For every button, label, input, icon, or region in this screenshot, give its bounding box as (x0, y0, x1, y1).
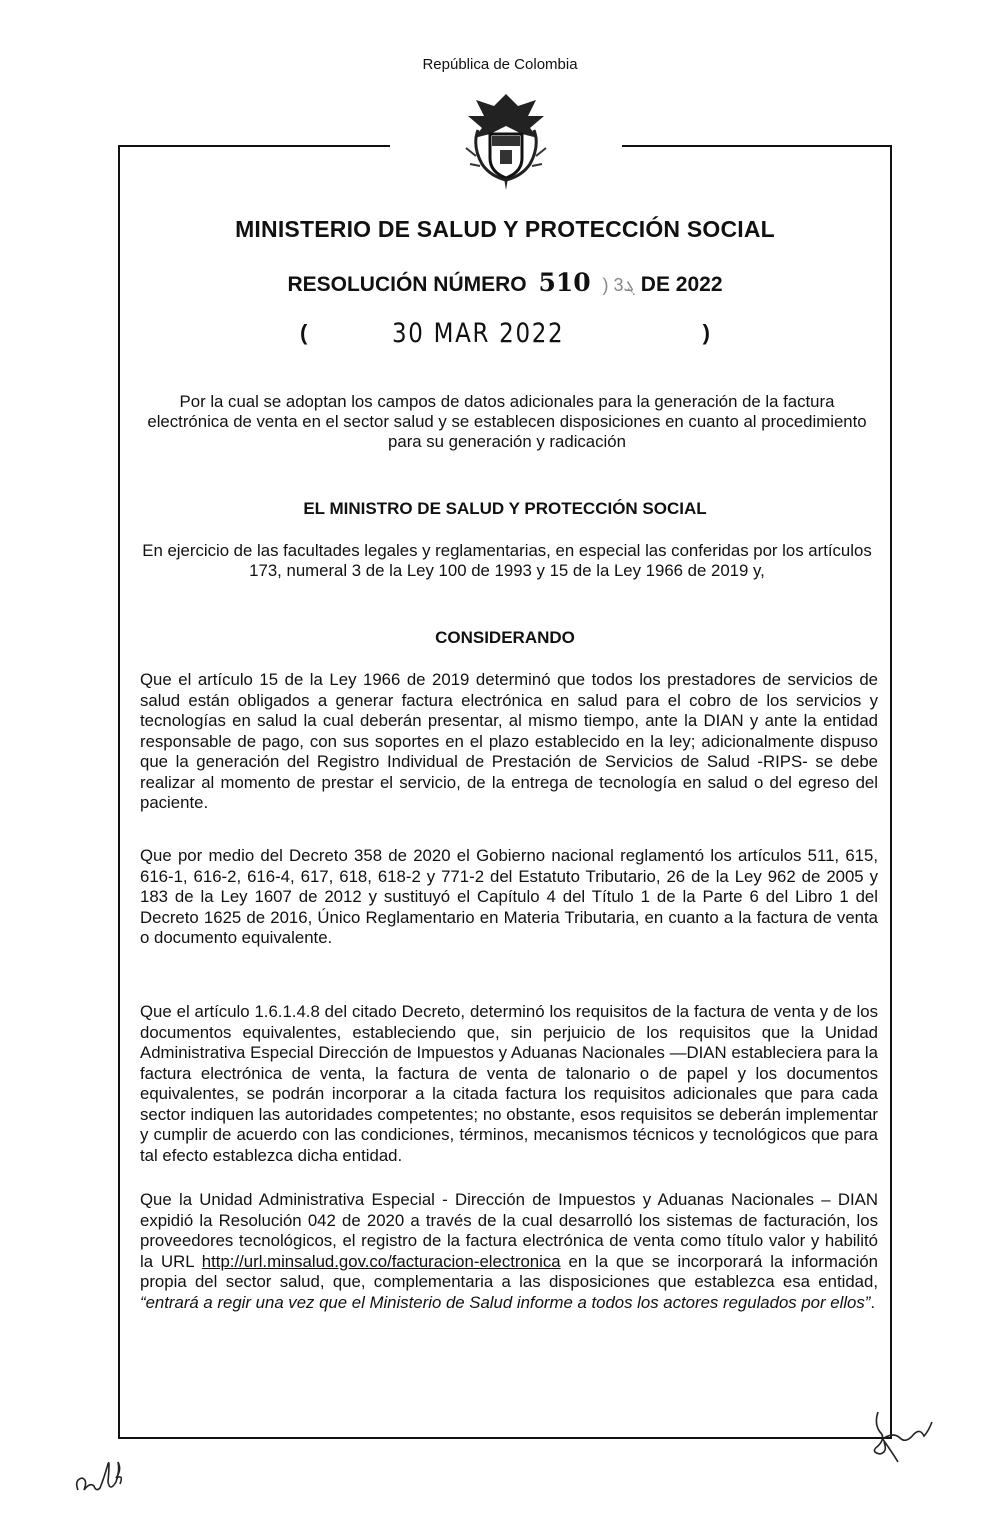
paragraph-4-quote: “entrará a regir una vez que el Ministerio de Salud informe a todos los actores regulados por ellos” (140, 1292, 871, 1312)
resolution-number: 510 (538, 268, 591, 297)
ministry-title: MINISTERIO DE SALUD Y PROTECCIÓN SOCIAL (235, 216, 775, 242)
paragraph-4-end: . (870, 1292, 876, 1312)
considerando-paragraph-3: Que el artículo 1.6.1.4.8 del citado Decreto, determinó los requisitos de la factura de venta y de los documentos equivalentes, estableciendo que, sin perjuicio de los requisitos que la Unidad Administrativa Especial Dirección de Impuestos y Aduanas Nacionales —DIAN estableciera para la factura electrónica de venta, la factura de venta de talonario o de papel y los documentos equivalentes, se podrán incorporar a la citada factura los requisitos adicionales que para cada sector indiquen las autoridades competentes; no obstante, esos requisitos se deberán implementar y cumplir de acuerdo con las condiciones, términos, mecanismos técnicos y tecnológicos que para tal efecto establezca dicha entidad. (140, 1002, 878, 1165)
minister-heading: EL MINISTRO DE SALUD Y PROTECCIÓN SOCIAL (303, 499, 707, 518)
resolution-suffix: DE 2022 (640, 273, 723, 296)
country-name: República de Colombia (422, 56, 578, 73)
coat-of-arms-icon (456, 86, 556, 196)
considerando-heading: CONSIDERANDO (435, 628, 575, 647)
resolution-summary: Por la cual se adoptan los campos de datos adicionales para la generación de la factura electrónica de venta en el sector salud y se establecen disposiciones en cuanto al procedimiento para su generación y radicación (147, 392, 867, 451)
resolution-stamp-faint: ܔ3 ( (602, 275, 635, 295)
considerando-paragraph-1: Que el artículo 15 de la Ley 1966 de 2019 determinó que todos los prestadores de servicios de salud están obligados a generar factura electrónica en salud para el cobro de los servicios y tecnologías en salud la cual deberán presentar, al mismo tiempo, ante la DIAN y ante la entidad responsable de pago, con sus soportes en el plazo establecido en la ley; adicionalmente dispuso que la generación del Registro Individual de Prestación de Servicios de Salud -RIPS- se debe realizar al momento de prestar el servicio, de la entrega de tecnología en salud o del egreso del paciente. (140, 670, 878, 812)
considerando-paragraph-4 (140, 1190, 878, 1313)
frame-line-bottom (118, 1437, 892, 1439)
date-close-paren: ) (702, 320, 710, 345)
date-line (300, 318, 710, 358)
handwritten-signature-icon (858, 1408, 938, 1468)
legal-powers: En ejercicio de las facultades legales y reglamentarias, en especial las conferidas por los artículos 173, numeral 3 de la Ley 100 de 1993 y 15 de la Ley 1966 de 2019 y, (142, 541, 872, 580)
frame-line-top-left (118, 145, 390, 147)
frame-line-top-right (622, 145, 892, 147)
date-open-paren: ( (300, 320, 308, 345)
resolution-prefix: RESOLUCIÓN NÚMERO (287, 273, 527, 296)
date-stamp: 30 MAR 2022 (392, 318, 565, 349)
paragraph-4-text-continued: en la que se incorporará la información propia del sector salud, que, complementaria a las disposiciones que establezca esa entidad, (140, 1251, 878, 1291)
frame-line-left (118, 145, 120, 1438)
minsalud-url-link[interactable]: http://url.minsalud.gov.co/facturacion-electronica (201, 1251, 561, 1271)
resolution-line (120, 268, 890, 297)
paragraph-4-text: Que la Unidad Administrativa Especial - Dirección de Impuestos y Aduanas Nacionales – DIAN expidió la Resolución 042 de 2020 a través de la cual desarrolló los sistemas de facturación, los proveedores tecnológicos, el registro de la factura electrónica de venta como título valor y habilitó la URL (140, 1190, 878, 1271)
considerando-paragraph-2: Que por medio del Decreto 358 de 2020 el Gobierno nacional reglamentó los artículos 511, 615, 616-1, 616-2, 616-4, 617, 618, 618-2 y 771-2 del Estatuto Tributario, 26 de la Ley 962 de 2005 y 183 de la Ley 1607 de 2012 y sustituyó el Capítulo 4 del Título 1 de la Parte 6 del Libro 1 del Decreto 1625 de 2016, Único Reglamentario en Materia Tributaria, en cuanto a la factura de venta o documento equivalente. (140, 846, 878, 947)
frame-line-right (890, 145, 892, 1438)
handwritten-initials-icon (72, 1452, 162, 1502)
